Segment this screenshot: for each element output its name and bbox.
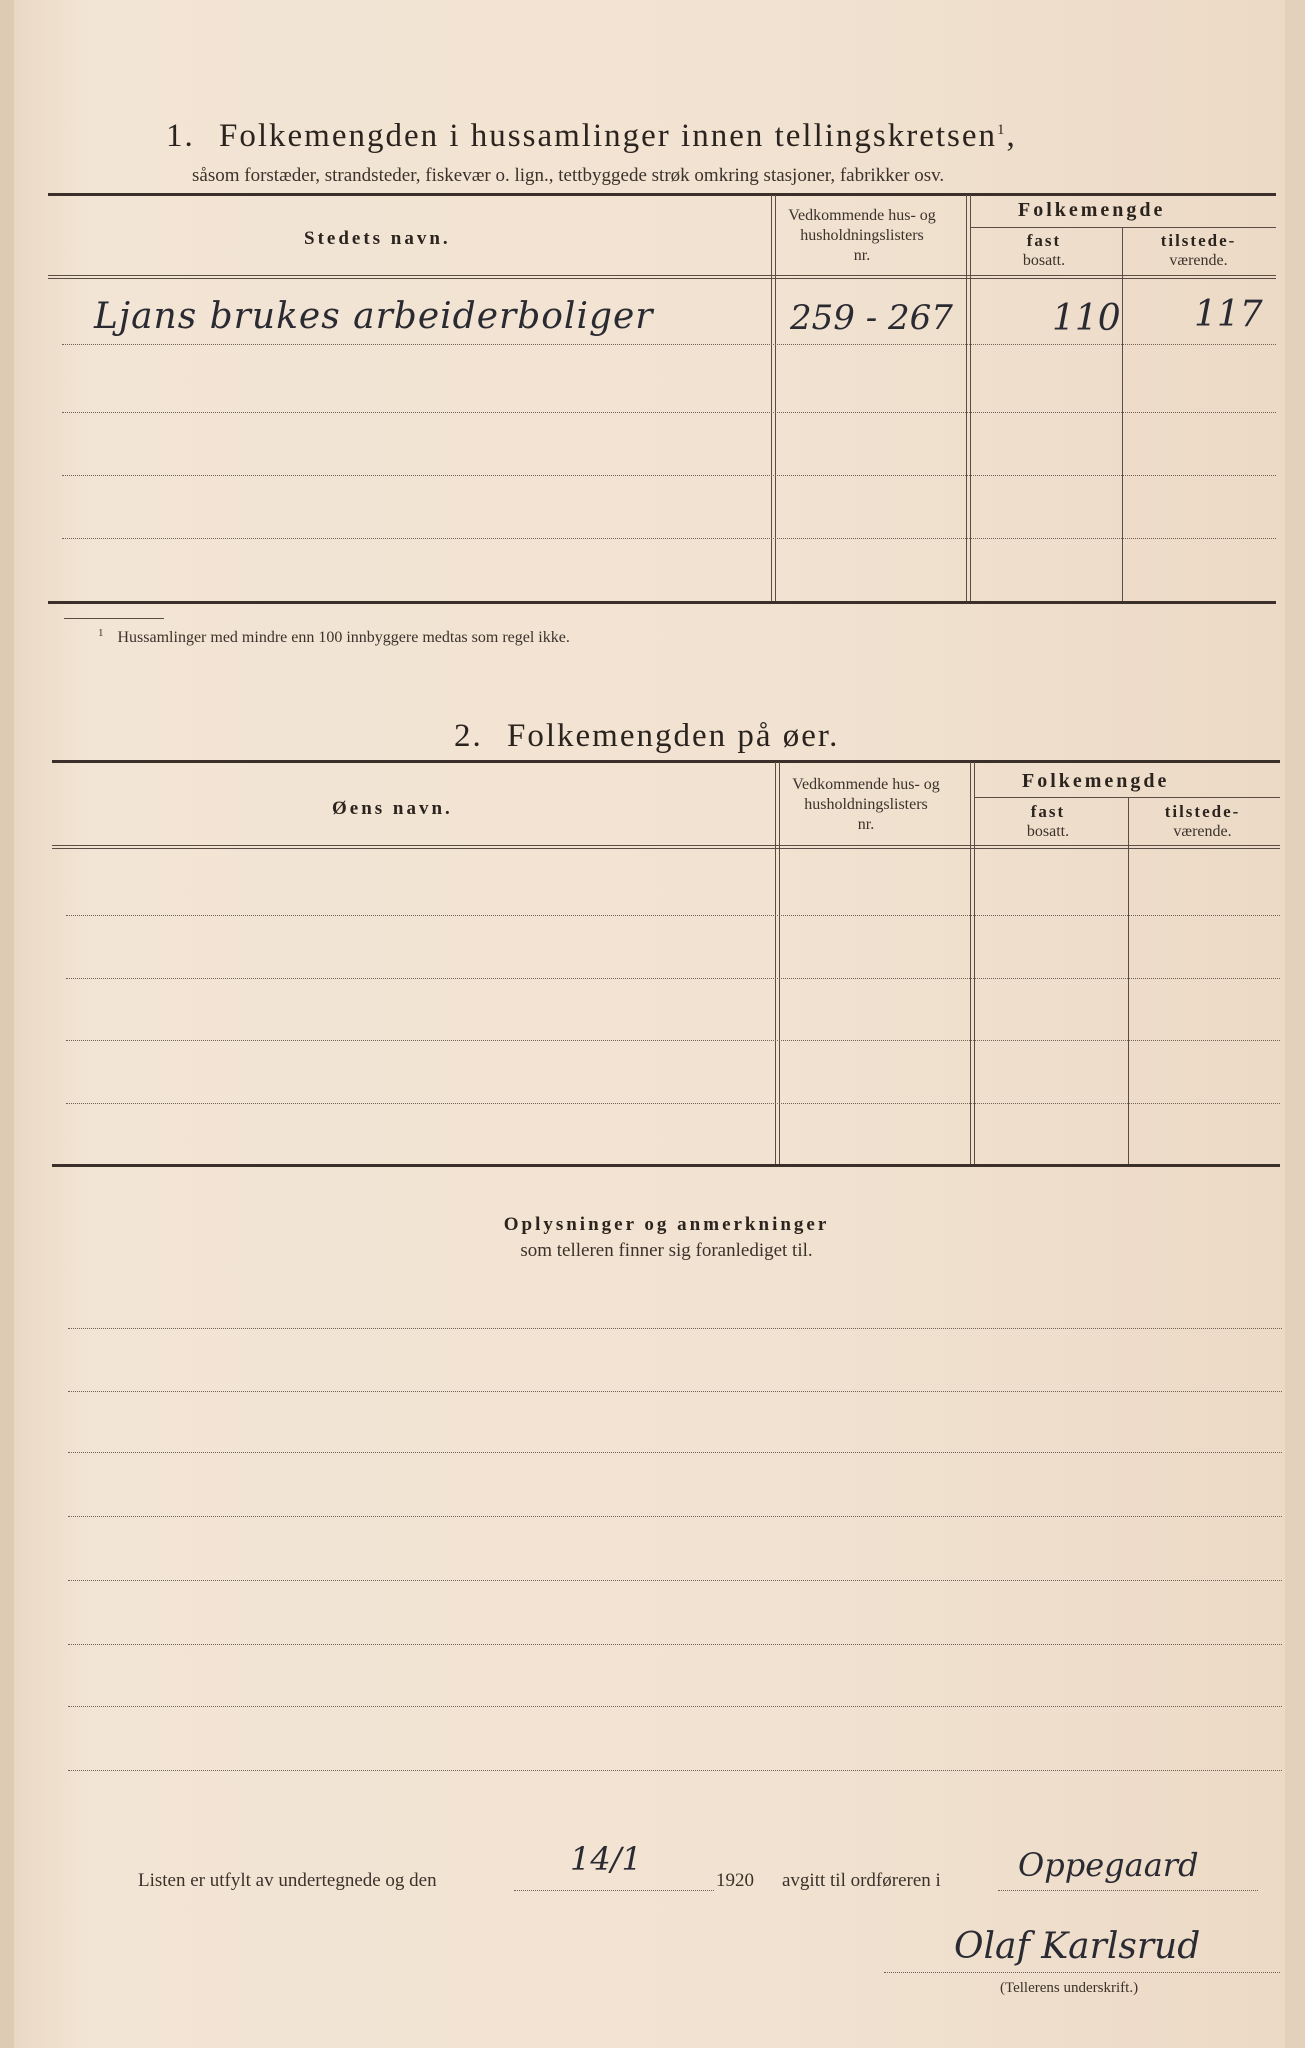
section1-footnote bbox=[98, 627, 570, 647]
section1-title-suffix: , bbox=[1006, 118, 1017, 154]
section2-col-lists-line3: nr. bbox=[857, 816, 875, 833]
section1-col-fast-header bbox=[974, 231, 1114, 271]
section1-col-lists-line3: nr. bbox=[853, 247, 871, 264]
section3-title: Oplysninger og anmerkninger bbox=[503, 1214, 830, 1235]
section1-col-lists-line2: husholdningslisters bbox=[800, 227, 924, 244]
notes-line-2 bbox=[68, 1391, 1282, 1392]
section2-col-tilst-line1: tilstede- bbox=[1164, 802, 1241, 821]
section2-folk-subrule bbox=[974, 797, 1280, 798]
section1-title-sup: 1 bbox=[997, 122, 1007, 138]
section2-col-lists-header bbox=[766, 775, 966, 835]
footnote-text: Hussamlinger med mindre enn 100 innbyggere medtas som regel ikke. bbox=[117, 629, 570, 647]
notes-line-1 bbox=[68, 1328, 1282, 1329]
section2-col-tilst-line2: værende. bbox=[1173, 823, 1232, 840]
section1-col-lists-line1: Vedkommende hus- og bbox=[788, 207, 936, 224]
section1-row-lists: 259 - 267 bbox=[790, 298, 953, 338]
section1-col-lists-header bbox=[762, 206, 962, 266]
section1-row-line-3 bbox=[62, 475, 1276, 476]
section1-row-tilst: 117 bbox=[1194, 294, 1263, 335]
section2-title-text: Folkemengden på øer. bbox=[507, 718, 840, 754]
section1-subtitle: såsom forstæder, strandsteder, fiskevær o. lign., tettbyggede strøk omkring stasjoner, fabrikker osv. bbox=[192, 165, 945, 186]
section2-row-line-2 bbox=[66, 978, 1280, 979]
section1-title-text: Folkemengden i hussamlinger innen tellingskretsen bbox=[219, 118, 998, 154]
signature-municipality-line bbox=[998, 1890, 1258, 1891]
section1-col-fast-line1: fast bbox=[1026, 231, 1062, 250]
notes-line-7 bbox=[68, 1706, 1282, 1707]
section2-bottom-rule bbox=[52, 1164, 1280, 1167]
section1-number: 1. bbox=[166, 118, 195, 154]
section1-vline-1 bbox=[771, 195, 776, 603]
section2-col-tilst-header bbox=[1130, 802, 1275, 842]
signature-text-before: Listen er utfylt av undertegnede og den bbox=[138, 1870, 437, 1891]
section2-top-rule bbox=[52, 760, 1280, 763]
section1-col-fast-line2: bosatt. bbox=[1022, 252, 1066, 269]
section1-header-rule-2 bbox=[48, 278, 1276, 279]
section2-header-rule-2 bbox=[52, 848, 1280, 849]
section1-col-tilst-line2: værende. bbox=[1169, 252, 1228, 269]
signature-text-after: avgitt til ordføreren i bbox=[782, 1870, 941, 1891]
footnote-mark: 1 bbox=[98, 627, 104, 639]
section1-top-rule bbox=[48, 193, 1276, 196]
section1-row-line-2 bbox=[62, 412, 1276, 413]
section2-row-line-1 bbox=[66, 915, 1280, 916]
section1-row-fast: 110 bbox=[1052, 298, 1121, 339]
section1-header-rule bbox=[48, 275, 1276, 276]
section2-col-lists-line2: husholdningslisters bbox=[804, 796, 928, 813]
notes-line-5 bbox=[68, 1580, 1282, 1581]
section3-subtitle: som telleren finner sig foranlediget til. bbox=[520, 1240, 813, 1261]
signature-caption: (Tellerens underskrift.) bbox=[1000, 1980, 1139, 1996]
section1-col-folk-header: Folkemengde bbox=[1018, 199, 1166, 221]
section2-col-name-header: Øens navn. bbox=[332, 798, 453, 819]
notes-line-8 bbox=[68, 1770, 1282, 1771]
section1-row-line-1 bbox=[62, 344, 1276, 345]
section2-col-fast-header bbox=[978, 802, 1118, 842]
section2-header-rule bbox=[52, 845, 1280, 846]
section2-col-folk-header: Folkemengde bbox=[1022, 770, 1170, 792]
section1-vline-2 bbox=[966, 195, 971, 603]
section1-bottom-rule bbox=[48, 601, 1276, 604]
section2-col-lists-line1: Vedkommende hus- og bbox=[792, 776, 940, 793]
notes-line-4 bbox=[68, 1516, 1282, 1517]
notes-line-3 bbox=[68, 1452, 1282, 1453]
footnote-rule bbox=[64, 618, 164, 619]
section2-number: 2. bbox=[454, 718, 483, 754]
section2-row-line-3 bbox=[66, 1040, 1280, 1041]
section2-col-fast-line2: bosatt. bbox=[1026, 823, 1070, 840]
notes-line-6 bbox=[68, 1644, 1282, 1645]
section1-folk-subrule bbox=[970, 227, 1276, 228]
section2-title bbox=[454, 718, 839, 755]
section2-vline-3 bbox=[1128, 798, 1129, 1164]
section2-row-line-4 bbox=[66, 1103, 1280, 1104]
section1-col-tilst-line1: tilstede- bbox=[1160, 231, 1237, 250]
section1-row-line-4 bbox=[62, 538, 1276, 539]
section1-row-name: Ljans brukes arbeiderboliger bbox=[94, 296, 654, 337]
section1-title bbox=[166, 118, 1017, 155]
signature-year: 1920 bbox=[716, 1870, 754, 1891]
section1-vline-3 bbox=[1122, 228, 1123, 603]
signature-signer: Olaf Karlsrud bbox=[954, 1926, 1201, 1967]
signature-municipality: Oppegaard bbox=[1018, 1846, 1199, 1884]
section1-col-tilst-header bbox=[1126, 231, 1271, 271]
signature-date: 14/1 bbox=[570, 1840, 642, 1878]
signature-signer-line bbox=[884, 1972, 1280, 1973]
section2-col-fast-line1: fast bbox=[1030, 802, 1066, 821]
section1-col-name-header: Stedets navn. bbox=[304, 228, 451, 249]
signature-date-line bbox=[514, 1890, 714, 1891]
